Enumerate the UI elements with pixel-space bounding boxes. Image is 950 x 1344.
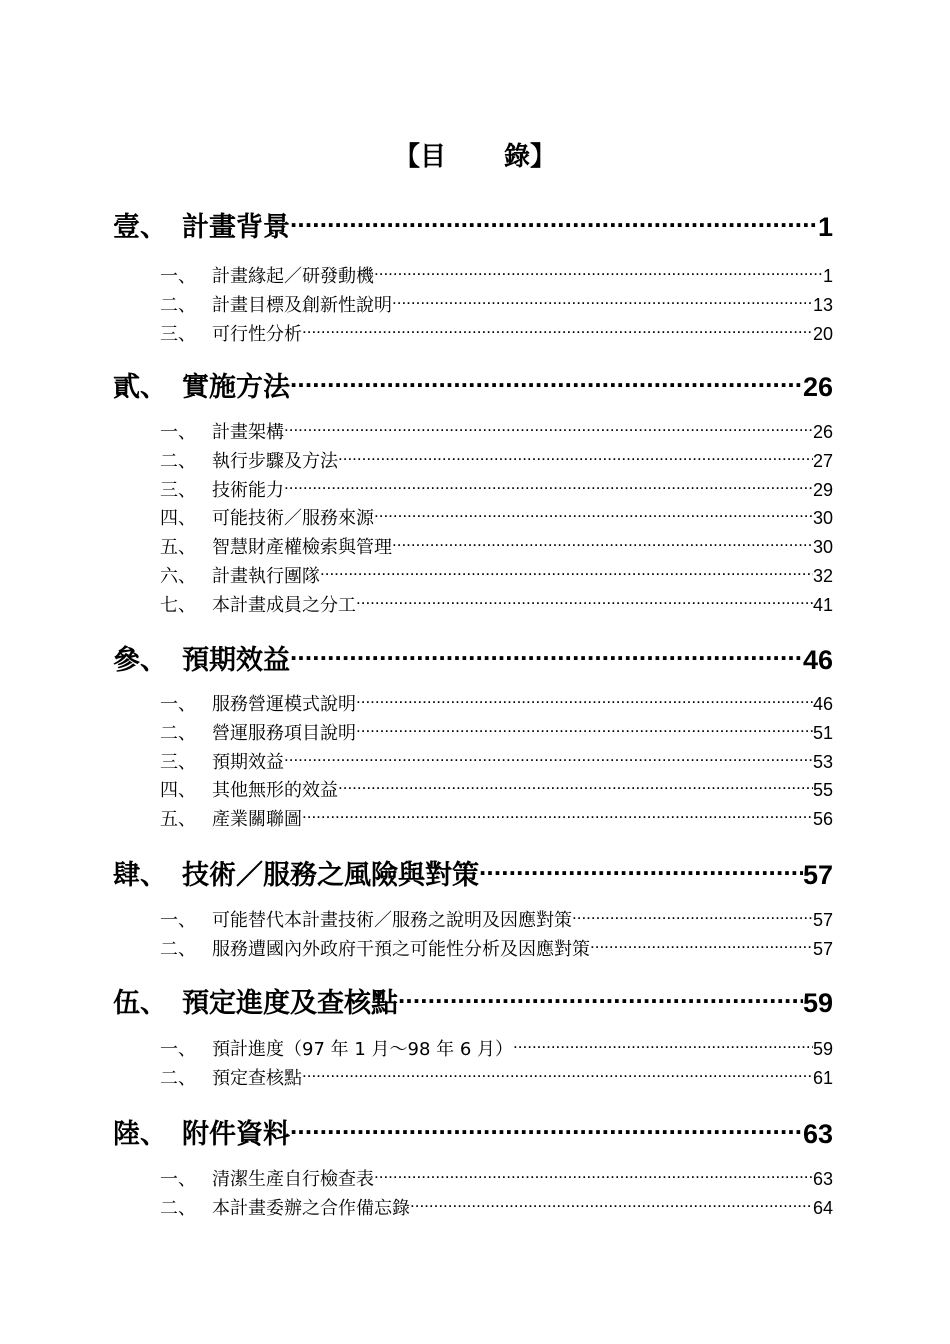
item-title: 可能替代本計畫技術／服務之說明及因應對策: [212, 910, 572, 931]
item-number: 一、: [160, 694, 196, 715]
item-title: 計畫架構: [212, 422, 284, 443]
section-title: 預期效益: [182, 645, 290, 676]
toc-item-row[interactable]: [160, 504, 833, 532]
dot-leader: [374, 262, 823, 282]
dot-leader: [290, 1113, 803, 1143]
dot-leader: [284, 748, 813, 768]
section-number: 陸、: [113, 1119, 167, 1150]
toc-title-close: 錄】: [504, 142, 557, 172]
section-title: 技術／服務之風險與對策: [182, 860, 479, 891]
item-number: 二、: [160, 450, 196, 472]
item-number: 四、: [160, 508, 196, 530]
toc-title-open: 【目: [393, 142, 446, 172]
item-number: 一、: [160, 1169, 196, 1190]
toc-item-row[interactable]: [160, 418, 833, 446]
toc-item-row[interactable]: [160, 476, 833, 504]
item-title: 其他無形的效益: [212, 780, 338, 802]
item-title: 可行性分析: [212, 323, 302, 345]
toc-item-row[interactable]: [160, 1035, 833, 1063]
section-page-number: 26: [802, 372, 833, 402]
item-title: 智慧財產權檢索與管理: [212, 537, 392, 559]
item-title: 預期效益: [212, 751, 284, 773]
item-page-number: 20: [812, 323, 833, 344]
item-page-number: 55: [812, 780, 833, 801]
section-page-number: 1: [817, 212, 833, 242]
dot-leader: [320, 562, 813, 582]
dot-leader: [392, 291, 813, 311]
item-page-number: 57: [812, 938, 833, 959]
dot-leader: [338, 776, 813, 796]
item-number: 二、: [160, 722, 196, 744]
item-number: 三、: [160, 323, 196, 345]
dot-leader: [290, 366, 803, 396]
item-title: 清潔生產自行檢查表: [212, 1169, 374, 1190]
item-number: 二、: [160, 1197, 196, 1219]
item-title: 計畫目標及創新性說明: [212, 294, 392, 316]
section-number: 貳、: [113, 372, 167, 403]
toc-item-row[interactable]: [160, 1165, 833, 1193]
item-title: 服務營運模式說明: [212, 694, 356, 715]
toc-item-row[interactable]: [160, 690, 833, 718]
item-number: 二、: [160, 938, 196, 960]
section-title: 預定進度及查核點: [182, 988, 398, 1019]
toc-section-row[interactable]: [113, 853, 833, 893]
item-page-number: 56: [812, 809, 833, 830]
section-number: 伍、: [113, 988, 167, 1019]
toc-item-row[interactable]: [160, 291, 833, 319]
section-title: 附件資料: [182, 1119, 290, 1150]
toc-item-row[interactable]: [160, 1194, 833, 1222]
dot-leader: [356, 719, 813, 739]
item-page-number: 26: [812, 422, 833, 442]
section-page-number: 63: [802, 1119, 833, 1149]
item-title: 服務遭國內外政府干預之可能性分析及因應對策: [212, 938, 590, 960]
item-number: 一、: [160, 266, 196, 287]
toc-item-row[interactable]: [160, 591, 833, 619]
toc-title: [0, 136, 950, 173]
item-number: 二、: [160, 294, 196, 316]
item-page-number: 32: [812, 566, 833, 586]
toc-section-row[interactable]: [113, 205, 833, 245]
dot-leader: [290, 206, 818, 236]
toc-item-row[interactable]: [160, 562, 833, 590]
toc-item-row[interactable]: [160, 1064, 833, 1092]
item-page-number: 51: [812, 722, 833, 743]
toc-item-row[interactable]: [160, 719, 833, 747]
section-page-number: 57: [802, 860, 833, 890]
item-title: 計畫執行團隊: [212, 566, 320, 587]
item-number: 五、: [160, 809, 196, 831]
item-number: 四、: [160, 780, 196, 802]
dot-leader: [374, 504, 813, 524]
item-page-number: 29: [812, 479, 833, 500]
dot-leader: [398, 982, 803, 1012]
item-title: 營運服務項目說明: [212, 722, 356, 744]
item-number: 二、: [160, 1067, 196, 1089]
toc-item-row[interactable]: [160, 935, 833, 963]
dot-leader: [374, 1165, 813, 1185]
dot-leader: [284, 418, 813, 438]
item-page-number: 64: [812, 1197, 833, 1218]
item-page-number: 30: [812, 537, 833, 558]
item-title: 執行步驟及方法: [212, 450, 338, 472]
toc-section-row[interactable]: [113, 365, 833, 405]
item-number: 一、: [160, 1039, 196, 1060]
dot-leader: [513, 1035, 813, 1055]
item-page-number: 61: [812, 1067, 833, 1088]
item-number: 一、: [160, 422, 196, 443]
item-title: 預定查核點: [212, 1067, 302, 1089]
toc-section-row[interactable]: [113, 981, 833, 1021]
item-page-number: 13: [812, 294, 833, 315]
item-page-number: 30: [812, 508, 833, 529]
dot-leader: [302, 1064, 813, 1084]
section-number: 參、: [113, 645, 167, 676]
item-page-number: 41: [812, 594, 833, 615]
dot-leader: [302, 320, 813, 340]
item-title: 產業關聯圖: [212, 809, 302, 831]
toc-item-row[interactable]: [160, 320, 833, 348]
dot-leader: [356, 591, 813, 611]
toc-item-row[interactable]: [160, 748, 833, 776]
item-number: 七、: [160, 594, 196, 616]
item-number: 五、: [160, 537, 196, 559]
item-page-number: 27: [812, 450, 833, 471]
item-title: 技術能力: [212, 479, 284, 501]
toc-item-row[interactable]: [160, 447, 833, 475]
item-page-number: 53: [812, 751, 833, 772]
toc-item-row[interactable]: [160, 776, 833, 804]
toc-section-row[interactable]: [113, 638, 833, 678]
item-number: 六、: [160, 566, 196, 587]
dot-leader: [302, 805, 813, 825]
item-title: 本計畫委辦之合作備忘錄: [212, 1197, 410, 1219]
dot-leader: [338, 447, 813, 467]
section-number: 肆、: [113, 860, 167, 891]
toc-section-row[interactable]: [113, 1112, 833, 1152]
item-title: 計畫緣起／研發動機: [212, 266, 374, 287]
toc-item-row[interactable]: [160, 533, 833, 561]
toc-item-row[interactable]: [160, 262, 833, 290]
dot-leader: [356, 690, 813, 710]
item-page-number: 1: [822, 266, 833, 286]
item-page-number: 59: [812, 1039, 833, 1059]
dot-leader: [290, 639, 803, 669]
item-page-number: 63: [812, 1169, 833, 1189]
section-page-number: 59: [802, 988, 833, 1018]
dot-leader: [392, 533, 813, 553]
dot-leader: [479, 854, 803, 884]
section-number: 壹、: [113, 212, 167, 243]
item-number: 一、: [160, 910, 196, 931]
dot-leader: [590, 935, 813, 955]
item-number: 三、: [160, 479, 196, 501]
dot-leader: [410, 1194, 813, 1214]
dot-leader: [572, 906, 813, 926]
item-number: 三、: [160, 751, 196, 773]
item-title: 本計畫成員之分工: [212, 594, 356, 616]
item-page-number: 46: [812, 694, 833, 714]
item-title: 可能技術／服務來源: [212, 508, 374, 530]
section-page-number: 46: [802, 645, 833, 675]
toc-item-row[interactable]: [160, 906, 833, 934]
item-page-number: 57: [812, 910, 833, 930]
item-title: 預計進度（97 年 1 月～98 年 6 月）: [212, 1039, 514, 1060]
section-title: 計畫背景: [182, 212, 290, 243]
section-title: 實施方法: [182, 372, 290, 403]
dot-leader: [284, 476, 813, 496]
toc-item-row[interactable]: [160, 805, 833, 833]
